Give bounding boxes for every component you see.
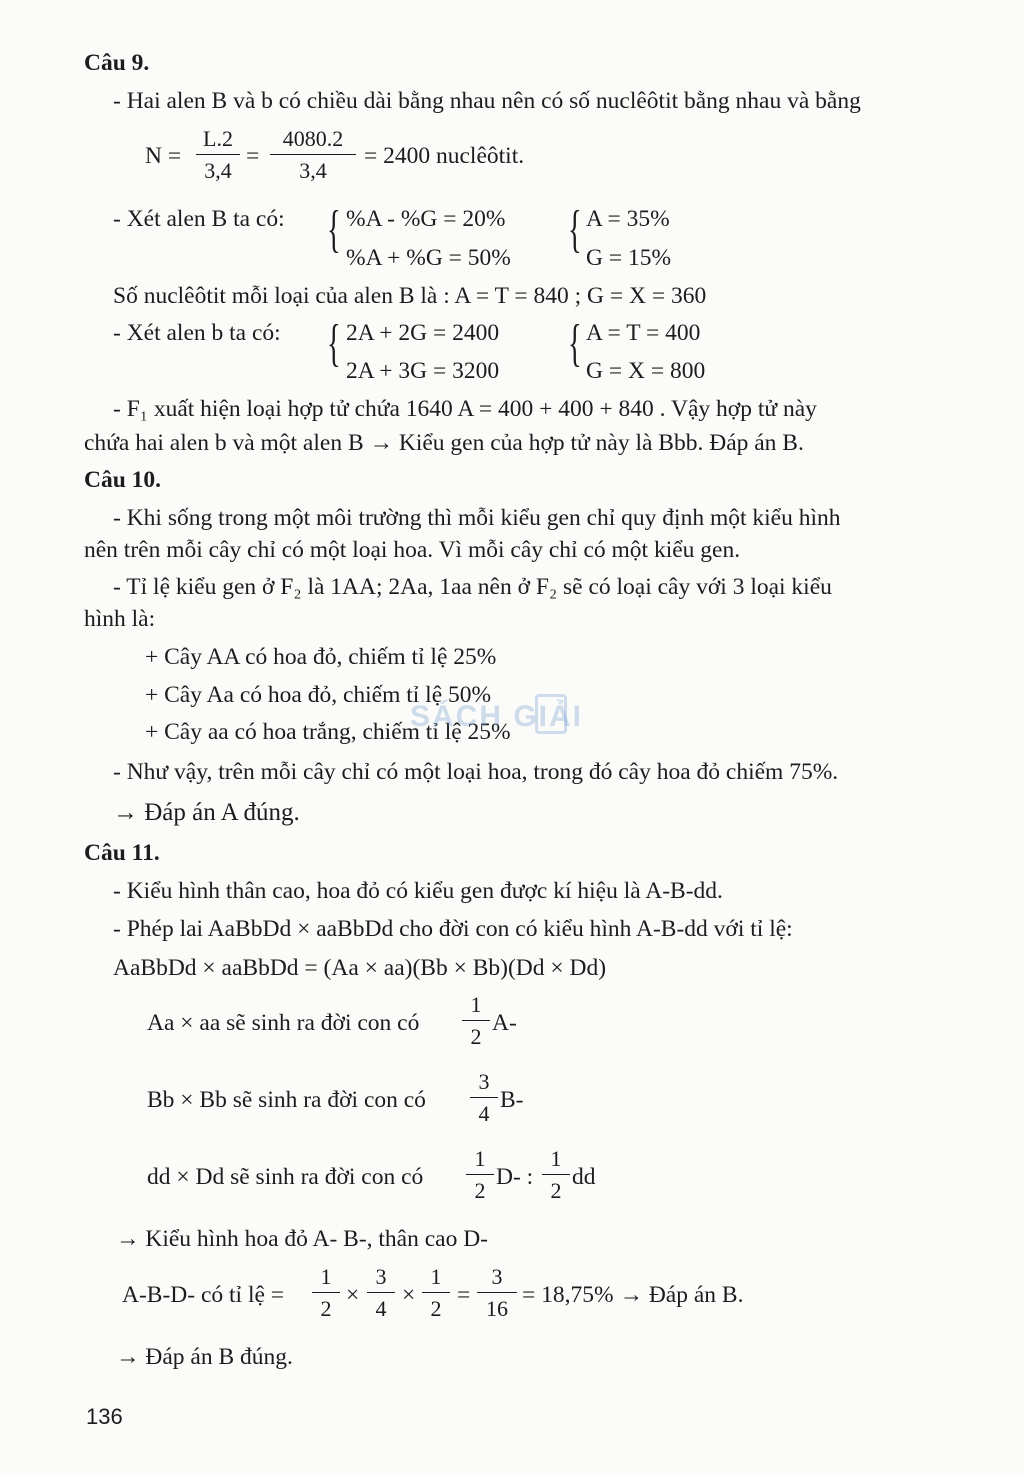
q9-sysb-1a: 2A + 2G = 2400 (346, 320, 500, 346)
q11-row-3-suffix: dd (572, 1164, 596, 1190)
q11-prob-label: A-B-D- có tỉ lệ = (122, 1282, 285, 1308)
fraction-numerator: 3 (367, 1266, 395, 1293)
q10-title: Câu 10. (84, 467, 162, 493)
q9-frac2-num: 4080.2 (270, 128, 356, 155)
q9-equals: = (246, 143, 260, 169)
equals-sign: = (457, 1282, 471, 1308)
q10-line-1: - Khi sống trong một môi trường thì mỗi kiểu gen chỉ quy định một kiểu hình (113, 505, 841, 531)
q9-frac1-den: 3,4 (204, 158, 232, 183)
q9-sysB-2a: A = 35% (586, 206, 670, 232)
fraction-numerator: 1 (542, 1148, 570, 1175)
q10-answer: → Đáp án A đúng. (113, 799, 300, 826)
q11-prob-fraction-2 (367, 1266, 395, 1320)
fraction-denominator: 2 (430, 1296, 442, 1321)
q11-row-1-fraction (462, 994, 490, 1048)
fraction-denominator: 2 (470, 1024, 482, 1049)
q10-line-4: hình là: (84, 606, 156, 632)
fraction-denominator: 2 (474, 1178, 486, 1203)
q10-bullet-3: + Cây aa có hoa trắng, chiếm tỉ lệ 25% (145, 719, 511, 745)
q9-sysb-2a: A = T = 400 (586, 320, 701, 346)
fraction-denominator: 2 (320, 1296, 332, 1321)
q9-sysB-2b: G = 15% (586, 245, 672, 271)
q9-xet-b: - Xét alen b ta có: (113, 320, 281, 346)
q11-row-3-fraction-2 (542, 1148, 570, 1202)
q11-row-2-text: Bb × Bb sẽ sinh ra đời con có (147, 1087, 426, 1113)
q11-row-2-fraction (470, 1071, 498, 1125)
q9-sysb-1b: 2A + 3G = 3200 (346, 358, 500, 384)
fraction-numerator: 3 (470, 1071, 498, 1098)
brace-icon: { (327, 201, 341, 258)
fraction-denominator: 16 (486, 1296, 508, 1321)
q10-bullet-1: + Cây AA có hoa đỏ, chiếm tỉ lệ 25% (145, 644, 497, 670)
q11-row-3-fraction-1 (466, 1148, 494, 1202)
q11-title: Câu 11. (84, 840, 160, 866)
q11-row-3-mid: D- : (496, 1164, 534, 1190)
watermark: SÁCH GIẢI (410, 700, 584, 733)
q11-prob-fraction-4 (477, 1266, 517, 1320)
q11-line-4: → Kiểu hình hoa đỏ A- B-, thân cao D- (116, 1226, 489, 1252)
brace-icon: { (568, 201, 582, 258)
q11-line-1: - Kiểu hình thân cao, hoa đỏ có kiểu gen được kí hiệu là A-B-dd. (113, 878, 723, 904)
q9-title: Câu 9. (84, 50, 150, 76)
fraction-numerator: 1 (462, 994, 490, 1021)
q11-row-2-suffix: B- (500, 1087, 524, 1113)
brace-icon: { (568, 315, 582, 372)
q9-fraction-2 (270, 128, 356, 182)
q9-frac1-num: L.2 (196, 128, 240, 155)
q11-row-1-suffix: A- (492, 1010, 517, 1036)
q11-prob-fraction-3 (422, 1266, 450, 1320)
q9-n-label: N = (145, 143, 182, 169)
q10-line-2: nên trên mỗi cây chỉ có một loại hoa. Vì mỗi cây chỉ có một kiểu gen. (84, 537, 741, 563)
q9-f1-line-b: chứa hai alen b và một alen B → Kiểu gen của hợp tử này là Bbb. Đáp án B. (84, 430, 804, 456)
q11-prob-result: = 18,75% → Đáp án B. (522, 1282, 744, 1308)
q11-prob-fraction-1 (312, 1266, 340, 1320)
q9-n-result: = 2400 nuclêôtit. (364, 143, 525, 169)
q9-sysB-1a: %A - %G = 20% (346, 206, 506, 232)
q9-sysb-2b: G = X = 800 (586, 358, 706, 384)
q9-xet-B: - Xét alen B ta có: (113, 206, 285, 232)
q11-row-1-text: Aa × aa sẽ sinh ra đời con có (147, 1010, 420, 1036)
fraction-denominator: 4 (375, 1296, 387, 1321)
page-number: 136 (86, 1404, 123, 1429)
q11-line-3: AaBbDd × aaBbDd = (Aa × aa)(Bb × Bb)(Dd × Dd) (113, 955, 607, 981)
times-sign: × (402, 1282, 416, 1308)
q10-bullet-2: + Cây Aa có hoa đỏ, chiếm tỉ lệ 50% (145, 682, 492, 708)
q9-sysB-1b: %A + %G = 50% (346, 245, 511, 271)
fraction-numerator: 1 (422, 1266, 450, 1293)
fraction-numerator: 1 (466, 1148, 494, 1175)
q9-frac2-den: 3,4 (299, 158, 327, 183)
q11-answer: → Đáp án B đúng. (116, 1344, 293, 1370)
fraction-numerator: 1 (312, 1266, 340, 1293)
fraction-denominator: 2 (550, 1178, 562, 1203)
q9-fraction-1 (196, 128, 240, 182)
brace-icon: { (327, 315, 341, 372)
fraction-denominator: 4 (478, 1101, 490, 1126)
q9-line-1: - Hai alen B và b có chiều dài bằng nhau nên có số nuclêôtit bằng nhau và bằng (113, 88, 861, 114)
q9-f1-line-a: - F₁ xuất hiện loại hợp tử chứa 1640 A = 400 + 400 + 840 . Vậy hợp tử này (113, 396, 817, 422)
q10-line-5: - Như vậy, trên mỗi cây chỉ có một loại hoa, trong đó cây hoa đỏ chiếm 75%. (113, 759, 839, 785)
q9-so-nu-B: Số nuclêôtit mỗi loại của alen B là : A = T = 840 ; G = X = 360 (113, 283, 707, 309)
q10-line-3: - Tỉ lệ kiểu gen ở F₂ là 1AA; 2Aa, 1aa nên ở F₂ sẽ có loại cây với 3 loại kiểu (113, 574, 832, 600)
fraction-numerator: 3 (477, 1266, 517, 1293)
q11-row-3-text: dd × Dd sẽ sinh ra đời con có (147, 1164, 424, 1190)
times-sign: × (346, 1282, 360, 1308)
q11-line-2: - Phép lai AaBbDd × aaBbDd cho đời con có kiểu hình A-B-dd với tỉ lệ: (113, 916, 793, 942)
